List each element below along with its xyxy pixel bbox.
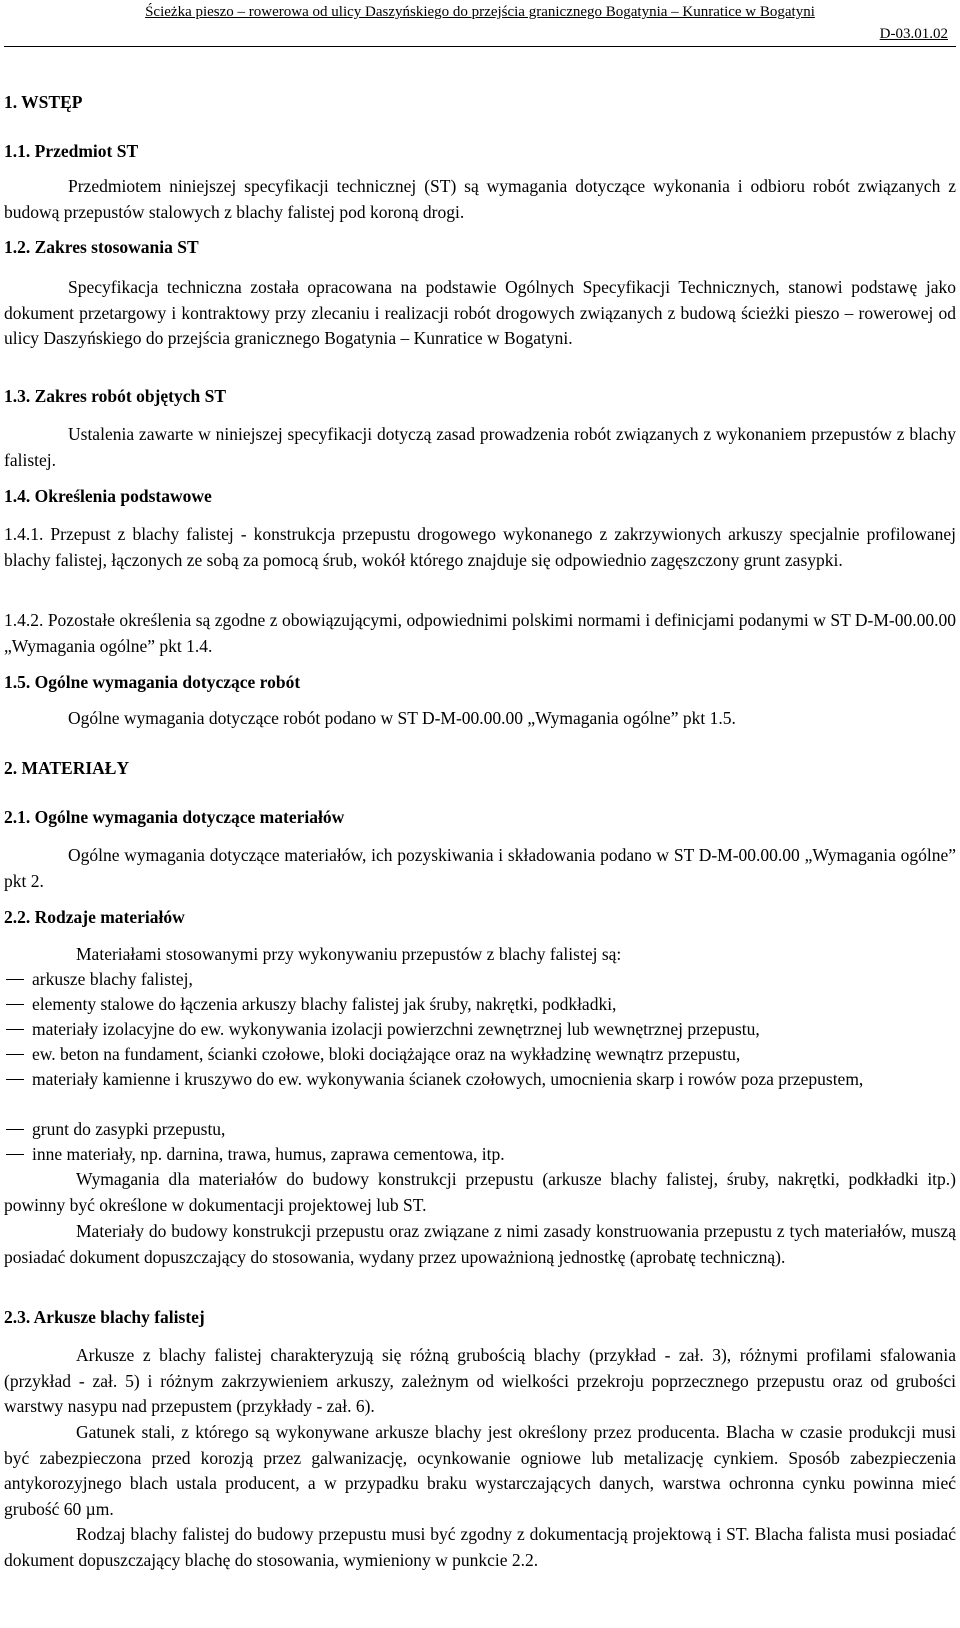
section-1-5-text: Ogólne wymagania dotyczące robót podano w ST D-M-00.00.00 „Wymagania ogólne” pkt 1.5. bbox=[68, 708, 736, 728]
list-item-text: ew. beton na fundament, ścianki czołowe, bloki dociążające oraz na wykładzinę wewnątrz przepustu, bbox=[32, 1044, 741, 1064]
list-item-text: arkusze blachy falistej, bbox=[32, 969, 193, 989]
running-header-title: Ścieżka pieszo – rowerowa od ulicy Daszyńskiego do przejścia granicznego Bogatynia – Kunratice w Bogatyni bbox=[145, 4, 815, 20]
section-2-heading: 2. MATERIAŁY bbox=[4, 758, 130, 778]
section-1-2-text: Specyfikacja techniczna została opracowana na podstawie Ogólnych Specyfikacji Technicznych, stanowi podstawę jako dokument przetargowy i kontraktowy przy zlecaniu i realizacji robót drogowych związanych z budową ścieżki pieszo – rowerowej od ulicy Daszyńskiego do przejścia granicznego Bogatynia – Kunratice w Bogatyni. bbox=[4, 277, 956, 348]
section-1-heading: 1. WSTĘP bbox=[4, 92, 83, 112]
section-2-3-paragraph-2: Gatunek stali, z którego są wykonywane arkusze blachy jest określony przez producenta. Blacha w czasie produkcji musi być zabezpieczona przed korozją przez galwanizację, ocynkowanie ogniowe lub metalizację cynkiem. Sposób zabezpieczenia antykorozyjnego blach ustala producent, a w przypadku braku wystarczających danych, warstwa ochronna cynku powinna mieć grubość 60 µm. bbox=[4, 1422, 956, 1519]
section-1-2-heading: 1.2. Zakres stosowania ST bbox=[4, 237, 199, 257]
list-item bbox=[4, 1042, 956, 1068]
section-2-1-heading: 2.1. Ogólne wymagania dotyczące materiałów bbox=[4, 807, 345, 827]
section-2-2-intro: Materiałami stosowanymi przy wykonywaniu przepustów z blachy falistej są: bbox=[76, 944, 622, 964]
list-item bbox=[4, 1067, 956, 1093]
running-header-code: D-03.01.02 bbox=[879, 26, 948, 42]
section-1-3-heading: 1.3. Zakres robót objętych ST bbox=[4, 386, 227, 406]
list-item-text: materiały kamienne i kruszywo do ew. wykonywania ścianek czołowych, umocnienia skarp i rowów poza przepustem, bbox=[32, 1069, 864, 1089]
section-1-4-2-text: 1.4.2. Pozostałe określenia są zgodne z obowiązującymi, odpowiednimi polskimi normami i definicjami podanymi w ST D-M-00.00.00 „Wymagania ogólne” pkt 1.4. bbox=[4, 610, 956, 656]
list-item bbox=[4, 992, 956, 1018]
section-2-2-paragraph-1: Wymagania dla materiałów do budowy konstrukcji przepustu (arkusze blachy falistej, śruby, nakrętki, podkładki itp.) powinny być określone w dokumentacji projektowej lub ST. bbox=[4, 1169, 956, 1215]
section-2-2-paragraph-2: Materiały do budowy konstrukcji przepustu oraz związane z nimi zasady konstruowania przepustu z tych materiałów, muszą posiadać dokument dopuszczający do stosowania, wydany przez upoważnioną jednostkę (aprobatę techniczną). bbox=[4, 1221, 956, 1267]
section-2-3-heading: 2.3. Arkusze blachy falistej bbox=[4, 1307, 205, 1327]
list-item bbox=[4, 1142, 956, 1168]
list-item bbox=[4, 1017, 956, 1043]
section-2-3-paragraph-3: Rodzaj blachy falistej do budowy przepustu musi być zgodny z dokumentacją projektową i ST. Blacha falista musi posiadać dokument dopuszczający blachę do stosowania, wymieniony w punkcie 2.2. bbox=[4, 1524, 956, 1570]
section-1-1-text: Przedmiotem niniejszej specyfikacji technicznej (ST) są wymagania dotyczące wykonania i odbioru robót związanych z budową przepustów stalowych z blachy falistej pod koroną drogi. bbox=[4, 176, 956, 222]
list-item bbox=[4, 1117, 956, 1143]
section-1-5-heading: 1.5. Ogólne wymagania dotyczące robót bbox=[4, 672, 301, 692]
section-1-4-1-text: 1.4.1. Przepust z blachy falistej - konstrukcja przepustu drogowego wykonanego z zakrzywionych arkuszy specjalnie profilowanej blachy falistej, łączonych ze sobą za pomocą śrub, wokół którego znajduje się odpowiednio zagęszczony grunt zasypki. bbox=[4, 524, 956, 570]
list-item-text: inne materiały, np. darnina, trawa, humus, zaprawa cementowa, itp. bbox=[32, 1144, 505, 1164]
section-1-1-heading: 1.1. Przedmiot ST bbox=[4, 141, 139, 161]
section-2-1-text: Ogólne wymagania dotyczące materiałów, ich pozyskiwania i składowania podano w ST D-M-00.00.00 „Wymagania ogólne” pkt 2. bbox=[4, 845, 956, 891]
section-2-2-heading: 2.2. Rodzaje materiałów bbox=[4, 907, 185, 927]
section-1-4-heading: 1.4. Określenia podstawowe bbox=[4, 486, 212, 506]
list-item bbox=[4, 967, 956, 993]
list-item-text: elementy stalowe do łączenia arkuszy blachy falistej jak śruby, nakrętki, podkładki, bbox=[32, 994, 617, 1014]
list-item-text: materiały izolacyjne do ew. wykonywania izolacji powierzchni zewnętrznej lub wewnętrznej przepustu, bbox=[32, 1019, 760, 1039]
header-divider bbox=[4, 46, 956, 47]
section-1-3-text: Ustalenia zawarte w niniejszej specyfikacji dotyczą zasad prowadzenia robót związanych z wykonaniem przepustów z blachy falistej. bbox=[4, 424, 956, 470]
section-2-3-paragraph-1: Arkusze z blachy falistej charakteryzują się różną grubością blachy (przykład - zał. 3), różnymi profilami sfalowania (przykład - zał. 5) i różnym zakrzywieniem arkuszy, zależnym od wielkości przekroju poprzecznego przepustu oraz od grubości warstwy nasypu nad przepustem (przykłady - zał. 6). bbox=[4, 1345, 956, 1416]
list-item-text: grunt do zasypki przepustu, bbox=[32, 1119, 226, 1139]
